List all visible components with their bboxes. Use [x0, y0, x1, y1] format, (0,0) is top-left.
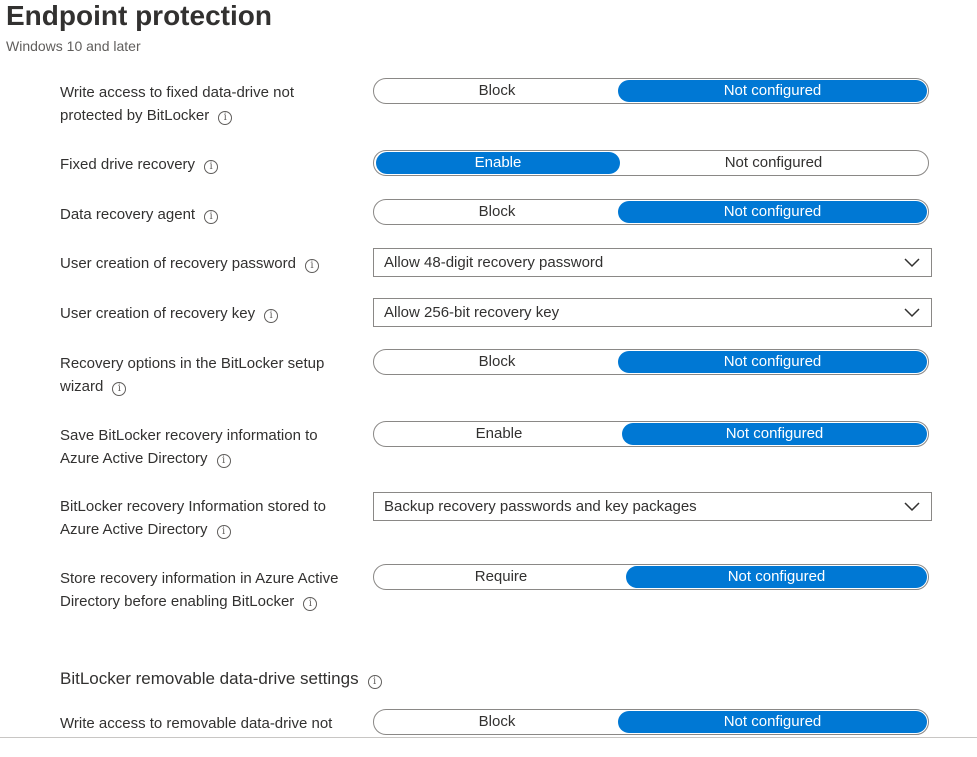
info-icon[interactable]: i: [204, 160, 218, 174]
toggle-fixed-write-access[interactable]: [373, 78, 929, 104]
dropdown-value: Allow 48-digit recovery password: [384, 254, 604, 271]
dropdown-value: Backup recovery passwords and key packages: [384, 498, 697, 515]
toggle-store-before-enabling[interactable]: [373, 564, 929, 590]
info-icon[interactable]: i: [305, 259, 319, 273]
setting-label-store-before-enabling: [60, 567, 370, 613]
info-icon[interactable]: i: [368, 675, 382, 689]
option-not-configured[interactable]: Not configured: [618, 80, 927, 102]
bottom-divider: [0, 737, 977, 738]
section-title-text: BitLocker removable data-drive settings: [60, 669, 359, 688]
setting-label-line1: Write access to removable data-drive not: [60, 715, 333, 732]
setting-label-fixed-write-access: [60, 81, 370, 127]
option-require[interactable]: Require: [474, 568, 528, 585]
option-not-configured[interactable]: Not configured: [622, 423, 927, 445]
option-block[interactable]: Block: [478, 713, 516, 730]
setting-label-data-recovery-agent: [60, 203, 370, 226]
option-enable[interactable]: Enable: [475, 425, 523, 442]
info-icon[interactable]: i: [217, 454, 231, 468]
dropdown-recovery-info-stored[interactable]: [373, 492, 932, 521]
setting-label-recovery-key: [60, 302, 370, 325]
section-title-removable-drive: [60, 668, 382, 690]
option-block[interactable]: Block: [478, 82, 516, 99]
option-block[interactable]: Block: [478, 353, 516, 370]
option-block[interactable]: Block: [478, 203, 516, 220]
setting-label-line1: Fixed drive recovery: [60, 156, 196, 173]
setting-label-line1: Data recovery agent: [60, 206, 196, 223]
option-not-configured[interactable]: Not configured: [626, 566, 927, 588]
setting-label-line1: Store recovery information in Azure Active: [60, 570, 339, 587]
info-icon[interactable]: i: [112, 382, 126, 396]
option-not-configured[interactable]: Not configured: [618, 351, 927, 373]
setting-label-line1: Save BitLocker recovery information to: [60, 427, 318, 444]
toggle-setup-wizard-recovery[interactable]: [373, 349, 929, 375]
setting-label-fixed-drive-recovery: [60, 153, 370, 176]
page-subtitle: Windows 10 and later: [6, 38, 141, 54]
dropdown-recovery-password[interactable]: [373, 248, 932, 277]
info-icon[interactable]: i: [218, 111, 232, 125]
setting-label-line2: protected by BitLocker: [60, 107, 210, 124]
setting-label-line2: Azure Active Directory: [60, 521, 208, 538]
setting-label-line1: User creation of recovery password: [60, 255, 296, 272]
setting-label-line2: Azure Active Directory: [60, 450, 208, 467]
setting-label-recovery-password: [60, 252, 370, 275]
toggle-data-recovery-agent[interactable]: [373, 199, 929, 225]
toggle-save-to-aad[interactable]: [373, 421, 929, 447]
option-not-configured[interactable]: Not configured: [618, 711, 927, 733]
setting-label-recovery-info-stored: [60, 495, 370, 541]
setting-label-line1: Write access to fixed data-drive not: [60, 84, 294, 101]
setting-label-removable-write-access: [60, 712, 370, 735]
option-enable[interactable]: Enable: [376, 152, 620, 174]
option-not-configured[interactable]: Not configured: [618, 201, 927, 223]
info-icon[interactable]: i: [217, 525, 231, 539]
chevron-down-icon: [903, 254, 921, 270]
setting-label-line1: User creation of recovery key: [60, 305, 256, 322]
chevron-down-icon: [903, 498, 921, 514]
page-title: Endpoint protection: [6, 0, 272, 31]
info-icon[interactable]: i: [204, 210, 218, 224]
setting-label-line2: Directory before enabling BitLocker: [60, 593, 295, 610]
option-not-configured[interactable]: Not configured: [724, 154, 823, 171]
info-icon[interactable]: i: [303, 597, 317, 611]
dropdown-recovery-key[interactable]: [373, 298, 932, 327]
setting-label-save-to-aad: [60, 424, 370, 470]
toggle-fixed-drive-recovery[interactable]: [373, 150, 929, 176]
setting-label-setup-wizard-recovery: [60, 352, 370, 398]
chevron-down-icon: [903, 304, 921, 320]
toggle-removable-write-access[interactable]: [373, 709, 929, 735]
dropdown-value: Allow 256-bit recovery key: [384, 304, 560, 321]
setting-label-line1: BitLocker recovery Information stored to: [60, 498, 326, 515]
setting-label-line2: wizard: [60, 378, 104, 395]
setting-label-line1: Recovery options in the BitLocker setup: [60, 355, 325, 372]
info-icon[interactable]: i: [264, 309, 278, 323]
